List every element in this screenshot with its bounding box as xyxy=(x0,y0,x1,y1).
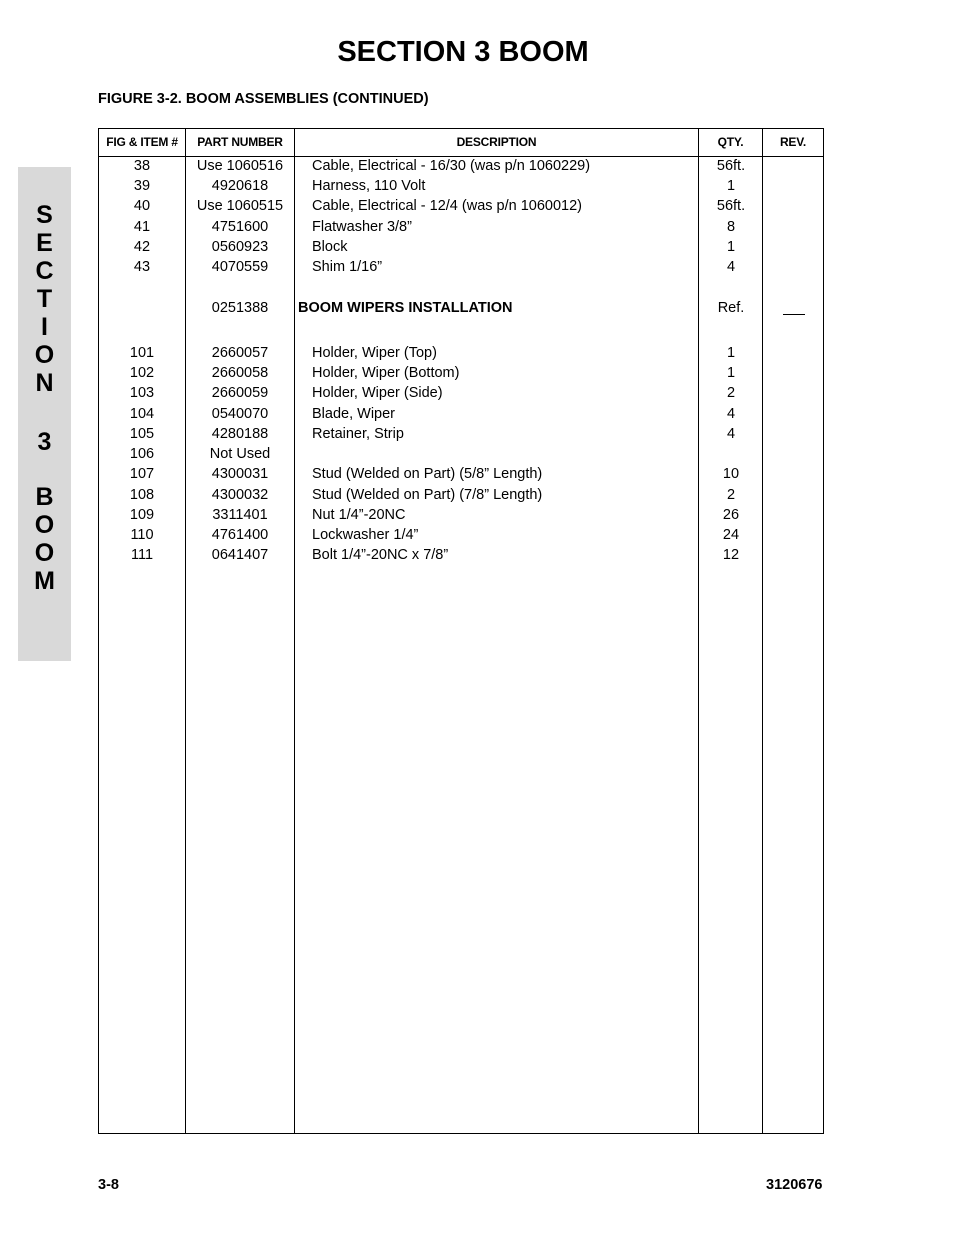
description: Lockwasher 1/4” xyxy=(312,527,419,543)
item-number: 40 xyxy=(133,198,151,214)
part-number: 4920618 xyxy=(211,178,269,194)
table-row xyxy=(99,444,823,464)
side-tab-letter: T xyxy=(36,285,53,313)
description: Holder, Wiper (Bottom) xyxy=(312,365,460,381)
table-row xyxy=(99,525,823,545)
item-number: 109 xyxy=(129,507,155,523)
column-divider xyxy=(762,129,763,1133)
part-number: 4751600 xyxy=(211,219,269,235)
item-number: 108 xyxy=(129,487,155,503)
item-number: 104 xyxy=(129,406,155,422)
header-qty: QTY. xyxy=(717,135,744,149)
item-number: 110 xyxy=(130,527,154,543)
table-row xyxy=(99,505,823,525)
header-rev: REV. xyxy=(779,135,807,149)
part-number: 0540070 xyxy=(211,406,269,422)
quantity: 12 xyxy=(722,547,740,563)
page-title: SECTION 3 BOOM xyxy=(337,36,589,68)
item-number: 111 xyxy=(130,547,154,563)
parts-table xyxy=(98,128,824,1134)
part-number: Use 1060516 xyxy=(196,158,284,174)
item-number: 103 xyxy=(129,385,155,401)
page-number: 3-8 xyxy=(98,1177,119,1193)
item-number: 106 xyxy=(129,446,155,462)
part-number: 4280188 xyxy=(211,426,269,442)
quantity: 24 xyxy=(722,527,740,543)
side-tab-letter: S xyxy=(36,201,53,229)
description: Stud (Welded on Part) (7/8” Length) xyxy=(312,487,543,503)
table-row xyxy=(99,545,823,565)
side-tab-letter: M xyxy=(34,567,55,595)
table-row xyxy=(99,404,823,424)
part-number: 4300032 xyxy=(211,487,269,503)
side-tab-letter: E xyxy=(36,229,53,257)
quantity: 1 xyxy=(726,178,736,194)
side-tab-letter: 3 xyxy=(37,428,52,456)
part-number: 2660057 xyxy=(211,345,269,361)
table-row xyxy=(99,464,823,484)
quantity: 8 xyxy=(726,219,736,235)
assembly-row xyxy=(99,298,823,318)
table-row xyxy=(99,343,823,363)
quantity: 4 xyxy=(726,406,736,422)
quantity: 4 xyxy=(726,259,736,275)
quantity: 1 xyxy=(726,345,736,361)
table-row xyxy=(99,156,823,176)
part-number: 4761400 xyxy=(211,527,269,543)
section-side-tab xyxy=(18,167,71,661)
item-number: 105 xyxy=(129,426,155,442)
description: Retainer, Strip xyxy=(312,426,404,442)
column-divider xyxy=(698,129,699,1133)
table-row xyxy=(99,196,823,216)
part-number: 0560923 xyxy=(211,239,269,255)
description: Cable, Electrical - 16/30 (was p/n 1060229) xyxy=(312,158,591,174)
part-number: 4070559 xyxy=(211,259,269,275)
table-row xyxy=(99,485,823,505)
part-number: 0641407 xyxy=(211,547,269,563)
table-row xyxy=(99,363,823,383)
column-divider xyxy=(185,129,186,1133)
description: Harness, 110 Volt xyxy=(312,178,426,194)
part-number: 2660059 xyxy=(211,385,269,401)
header-item: FIG & ITEM # xyxy=(106,135,178,149)
table-row xyxy=(99,257,823,277)
figure-title: FIGURE 3-2. BOOM ASSEMBLIES (CONTINUED) xyxy=(98,91,429,107)
item-number: 43 xyxy=(133,259,151,275)
side-tab-letter: N xyxy=(35,369,54,397)
description: Block xyxy=(312,239,348,255)
table-row xyxy=(99,237,823,257)
table-row xyxy=(99,383,823,403)
description: Bolt 1/4”-20NC x 7/8” xyxy=(312,547,449,563)
item-number: 38 xyxy=(133,158,151,174)
dash-mark xyxy=(783,314,805,315)
part-number: 4300031 xyxy=(211,466,269,482)
item-number: 107 xyxy=(129,466,155,482)
side-tab-letter: C xyxy=(35,257,54,285)
part-number: Use 1060515 xyxy=(196,198,284,214)
item-number: 39 xyxy=(133,178,151,194)
description: Nut 1/4”-20NC xyxy=(312,507,406,523)
description: Blade, Wiper xyxy=(312,406,396,422)
quantity: 56ft. xyxy=(716,198,746,214)
quantity: 56ft. xyxy=(716,158,746,174)
table-row xyxy=(99,424,823,444)
description: Holder, Wiper (Side) xyxy=(312,385,443,401)
header-description: DESCRIPTION xyxy=(456,135,537,149)
column-divider xyxy=(294,129,295,1133)
description: Cable, Electrical - 12/4 (was p/n 1060012) xyxy=(312,198,583,214)
side-tab-letter: O xyxy=(34,341,55,369)
part-number: 3311401 xyxy=(212,507,268,523)
quantity: 26 xyxy=(722,507,740,523)
quantity: 4 xyxy=(726,426,736,442)
table-row xyxy=(99,217,823,237)
description: Shim 1/16” xyxy=(312,259,383,275)
description: Stud (Welded on Part) (5/8” Length) xyxy=(312,466,543,482)
quantity: Ref. xyxy=(717,300,745,316)
revision-dash xyxy=(764,298,824,311)
quantity: 2 xyxy=(726,487,736,503)
side-tab-letter: I xyxy=(41,313,48,341)
description: Holder, Wiper (Top) xyxy=(312,345,437,361)
table-row xyxy=(99,176,823,196)
document-number: 3120676 xyxy=(766,1177,823,1193)
part-number: 0251388 xyxy=(211,300,269,316)
part-number: Not Used xyxy=(209,446,271,462)
side-tab-letter: O xyxy=(34,511,55,539)
quantity: 1 xyxy=(726,365,736,381)
item-number: 102 xyxy=(129,365,155,381)
quantity: 10 xyxy=(722,466,740,482)
header-part-number: PART NUMBER xyxy=(197,135,283,149)
item-number: 41 xyxy=(133,219,151,235)
assembly-description: BOOM WIPERS INSTALLATION xyxy=(298,300,513,316)
description: Flatwasher 3/8” xyxy=(312,219,412,235)
item-number: 101 xyxy=(129,345,155,361)
quantity: 1 xyxy=(726,239,736,255)
side-tab-letter: B xyxy=(35,483,54,511)
side-tab-letter: O xyxy=(34,539,55,567)
item-number: 42 xyxy=(133,239,151,255)
quantity: 2 xyxy=(726,385,736,401)
part-number: 2660058 xyxy=(211,365,269,381)
